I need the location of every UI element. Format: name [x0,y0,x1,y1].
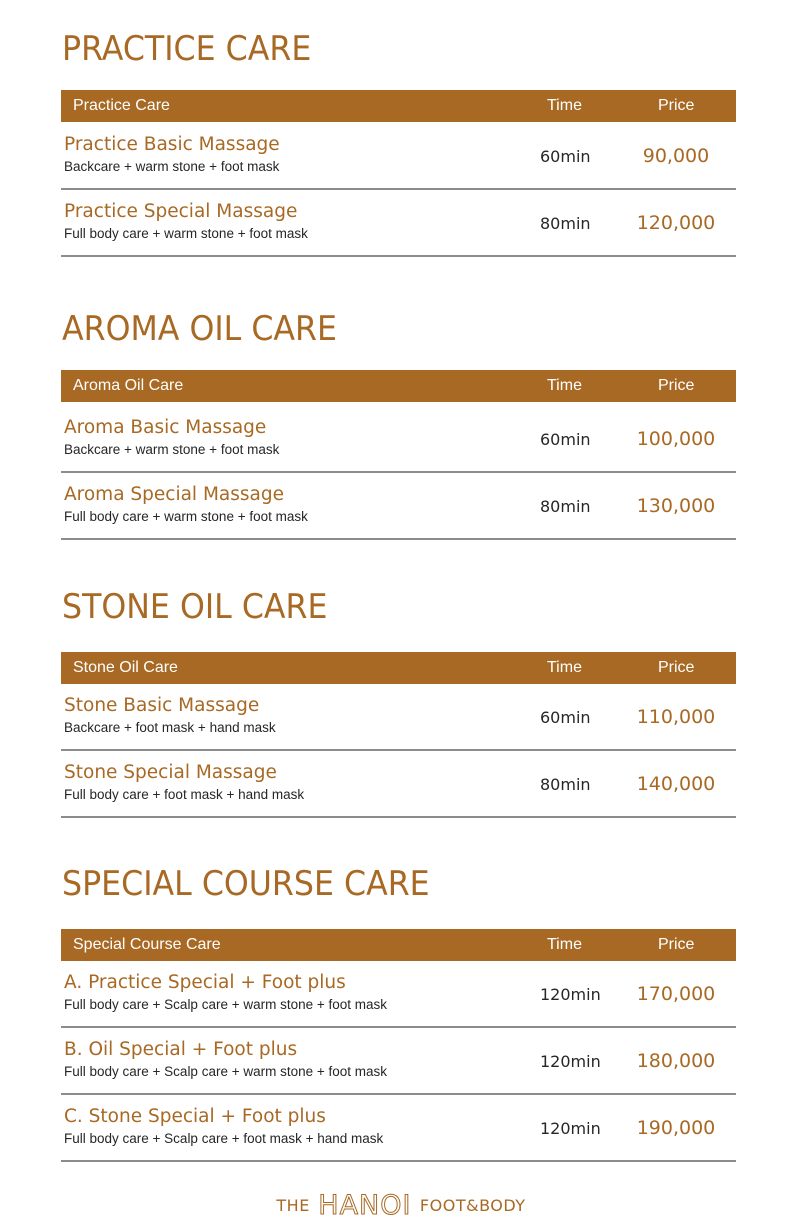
menu-row [61,684,736,751]
item-desc: Full body care + Scalp care + warm stone + foot mask [64,997,388,1012]
header-time: Time [547,97,582,114]
menu-row [61,473,736,540]
section-title: PRACTICE CARE [62,29,312,69]
item-time: 60min [540,708,591,727]
section-title: AROMA OIL CARE [62,309,338,349]
item-name: Practice Special Massage [64,201,298,222]
item-price: 130,000 [636,495,716,517]
header-price: Price [658,659,695,676]
item-time: 120min [540,1052,601,1071]
item-time: 80min [540,214,591,233]
item-desc: Full body care + warm stone + foot mask [64,509,308,524]
menu-row [61,190,736,257]
table-header [61,929,736,961]
header-price: Price [658,377,695,394]
item-time: 80min [540,497,591,516]
section-stone-oil-care [61,587,736,822]
item-time: 80min [540,775,591,794]
item-name: Aroma Basic Massage [64,417,267,438]
table-header [61,90,736,122]
item-price: 100,000 [636,428,716,450]
item-desc: Full body care + Scalp care + warm stone + foot mask [64,1064,388,1079]
item-name: Stone Special Massage [64,762,277,783]
item-name: C. Stone Special + Foot plus [64,1106,326,1127]
footer-logo [0,1190,802,1222]
menu-row [61,406,736,473]
header-price: Price [658,97,695,114]
item-time: 60min [540,147,591,166]
menu-row [61,1028,736,1095]
menu-row [61,1095,736,1162]
item-desc: Backcare + warm stone + foot mask [64,442,280,457]
header-name: Special Course Care [73,936,221,953]
item-time: 60min [540,430,591,449]
item-desc: Full body care + Scalp care + foot mask + hand mask [64,1131,384,1146]
item-desc: Full body care + warm stone + foot mask [64,226,308,241]
menu-row [61,751,736,818]
header-time: Time [547,659,582,676]
menu-row [61,123,736,190]
header-time: Time [547,377,582,394]
section-practice-care [61,29,736,264]
item-time: 120min [540,985,601,1004]
header-name: Stone Oil Care [73,659,178,676]
section-title: STONE OIL CARE [62,587,328,627]
item-price: 90,000 [642,145,710,167]
item-desc: Backcare + foot mask + hand mask [64,720,276,735]
logo-prefix: THE [276,1196,310,1215]
item-desc: Backcare + warm stone + foot mask [64,159,280,174]
item-price: 110,000 [636,706,716,728]
item-price: 180,000 [636,1050,716,1072]
logo-brand: HANOI [318,1190,412,1221]
header-name: Aroma Oil Care [73,377,184,394]
table-header [61,370,736,402]
item-name: B. Oil Special + Foot plus [64,1039,298,1060]
header-name: Practice Care [73,97,170,114]
menu-row [61,961,736,1028]
header-time: Time [547,936,582,953]
item-name: Aroma Special Massage [64,484,284,505]
header-price: Price [658,936,695,953]
item-price: 120,000 [636,212,716,234]
item-name: A. Practice Special + Foot plus [64,972,346,993]
item-price: 190,000 [636,1117,716,1139]
section-aroma-oil-care [61,309,736,544]
section-special-course-care [61,864,736,1166]
logo-suffix: FOOT&BODY [419,1196,526,1215]
item-name: Practice Basic Massage [64,134,280,155]
item-price: 170,000 [636,983,716,1005]
item-time: 120min [540,1119,601,1138]
item-desc: Full body care + foot mask + hand mask [64,787,305,802]
item-price: 140,000 [636,773,716,795]
section-title: SPECIAL COURSE CARE [62,864,430,904]
item-name: Stone Basic Massage [64,695,260,716]
table-header [61,652,736,684]
